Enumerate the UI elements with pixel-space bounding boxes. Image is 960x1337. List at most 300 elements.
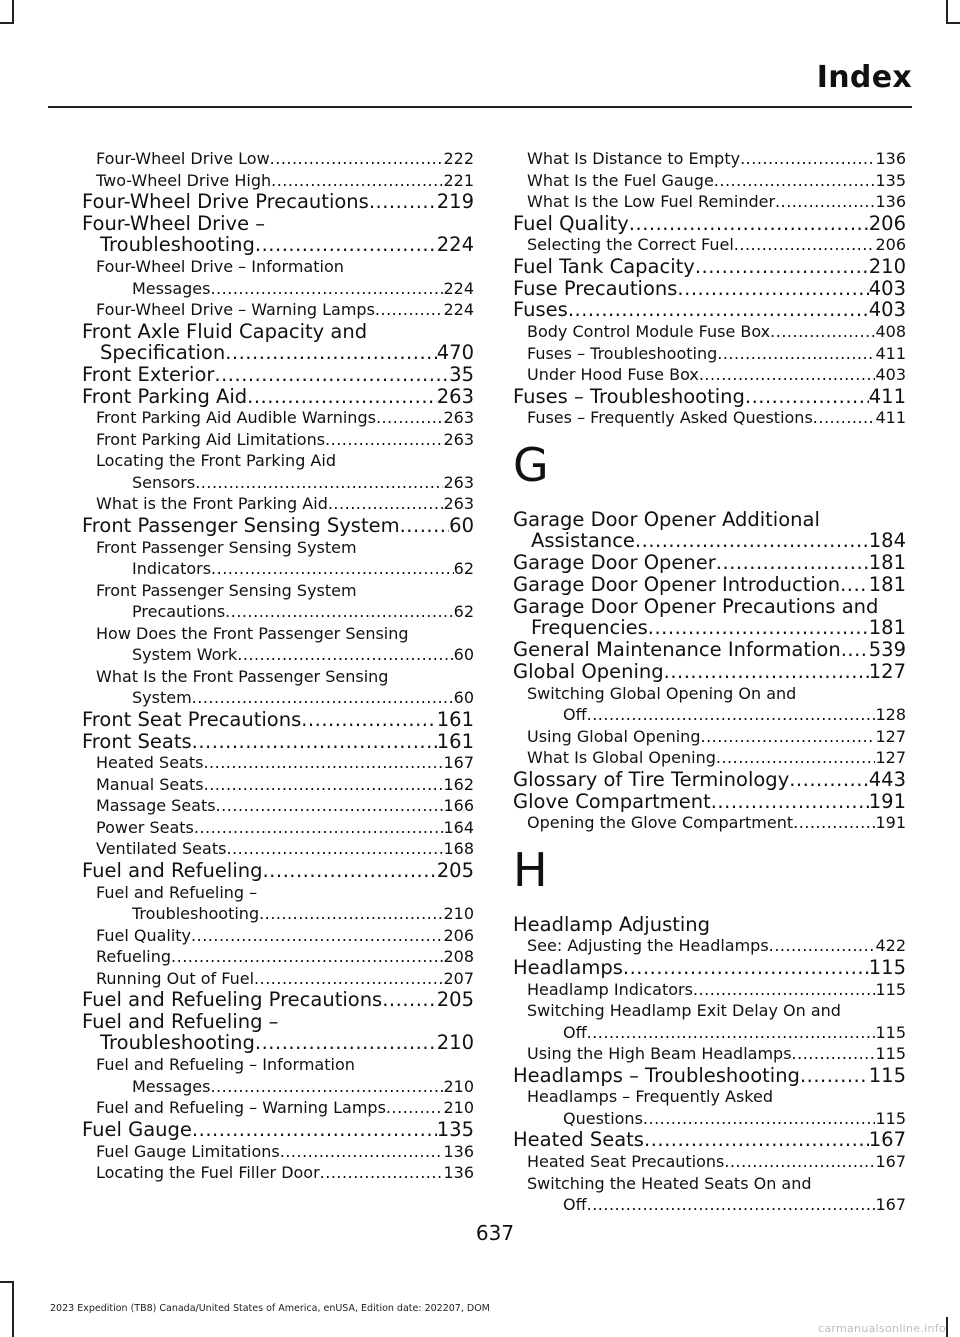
- entry-title: Fuel and Refueling – Warning Lamps: [96, 1098, 386, 1118]
- index-subentry: [513, 1173, 906, 1216]
- entry-title: See: Adjusting the Headlamps: [527, 936, 769, 956]
- entry-line: [82, 342, 474, 364]
- index-entry: [82, 860, 474, 882]
- crop-mark: [946, 0, 948, 22]
- dot-leader: [587, 1022, 876, 1044]
- entry-title-lead: Switching Global Opening On and: [527, 683, 797, 703]
- entry-title: Front Passenger Sensing System: [82, 513, 400, 537]
- index-entry: [513, 213, 906, 235]
- index-entry: [82, 213, 474, 256]
- entry-line: [82, 515, 474, 537]
- entry-title: Using Global Opening: [527, 726, 701, 746]
- entry-line: [513, 1065, 906, 1087]
- entry-line: [527, 321, 906, 343]
- entry-line: [96, 170, 474, 192]
- entry-title: Fuse Precautions: [513, 276, 678, 300]
- entry-line: [513, 769, 906, 791]
- entry-title: Ventilated Seats: [96, 839, 227, 859]
- entry-title: Sensors: [132, 472, 196, 492]
- index-entry: [513, 914, 906, 936]
- dot-leader: [194, 817, 444, 839]
- page-ref: 181: [868, 573, 906, 597]
- entry-title-lead: Switching Headlamp Exit Delay On and: [527, 1001, 841, 1021]
- page-number: 637: [475, 1221, 515, 1245]
- entry-line: [527, 747, 906, 769]
- page-ref: 263: [443, 429, 474, 449]
- entry-line: [96, 925, 474, 947]
- dot-leader: [587, 704, 876, 726]
- entry-line: [96, 968, 474, 990]
- dot-leader: [716, 552, 869, 574]
- page-ref: 210: [443, 1076, 474, 1096]
- index-entry: [82, 1011, 474, 1054]
- dot-leader: [247, 386, 437, 408]
- page-ref: 167: [875, 1152, 906, 1172]
- crop-mark: [0, 22, 14, 24]
- index-subentry: [82, 537, 474, 580]
- entry-title: Glossary of Tire Terminology: [513, 767, 790, 791]
- index-subentry: [82, 407, 474, 429]
- index-entry: [513, 1065, 906, 1087]
- entry-line: [96, 558, 474, 580]
- dot-leader: [648, 617, 869, 639]
- index-subentry: [82, 493, 474, 515]
- index-entry: [513, 769, 906, 791]
- index-subentry: [82, 795, 474, 817]
- entry-line: [513, 639, 906, 661]
- index-subentry: [513, 234, 906, 256]
- entry-line: [527, 1194, 906, 1216]
- entry-title-lead: Four-Wheel Drive – Information: [96, 257, 344, 277]
- entry-line: [527, 234, 906, 256]
- index-entry: [513, 256, 906, 278]
- page-ref: 263: [443, 494, 474, 514]
- index-subentry: [513, 747, 906, 769]
- dot-leader: [225, 342, 437, 364]
- entry-title: Front Seats: [82, 729, 192, 753]
- entry-title: Specification: [100, 341, 226, 365]
- dot-leader: [255, 234, 437, 256]
- index-subentry: [82, 580, 474, 623]
- page-ref: 167: [443, 753, 474, 773]
- entry-line: [513, 617, 906, 639]
- index-subentry: [82, 450, 474, 493]
- page-ref: 263: [436, 384, 474, 408]
- page-ref: 263: [443, 472, 474, 492]
- entry-title-lead: Four-Wheel Drive –: [82, 211, 266, 235]
- entry-title: Front Seat Precautions: [82, 707, 302, 731]
- entry-line: [82, 709, 474, 731]
- dot-leader: [375, 299, 444, 321]
- entry-title: Fuel and Refueling: [82, 858, 263, 882]
- entry-title-lead: Front Passenger Sensing System: [96, 580, 357, 600]
- entry-title: Fuses – Troubleshooting: [513, 384, 745, 408]
- entry-title: Headlamps – Troubleshooting: [513, 1063, 800, 1087]
- entry-title: System: [132, 688, 192, 708]
- entry-title-lead: Garage Door Opener Additional: [513, 507, 820, 531]
- page-ref: 210: [436, 1031, 474, 1055]
- entry-title: Off: [563, 1022, 587, 1042]
- entry-line: [96, 838, 474, 860]
- dot-leader: [629, 213, 869, 235]
- entry-title: Questions: [563, 1108, 643, 1128]
- entry-line: [513, 386, 906, 408]
- entry-line: [513, 278, 906, 300]
- dot-leader: [254, 968, 443, 990]
- dot-leader: [734, 234, 876, 256]
- entry-title: Manual Seats: [96, 774, 204, 794]
- entry-title: Refueling: [96, 947, 172, 967]
- entry-title: Frequencies: [531, 616, 648, 640]
- index-column-left: [82, 148, 474, 1184]
- dot-leader: [192, 687, 454, 709]
- entry-line: [96, 687, 474, 709]
- entry-line: [96, 148, 474, 170]
- section-letter: G: [513, 437, 549, 492]
- entry-line: [513, 530, 906, 552]
- index-subentry: [82, 817, 474, 839]
- index-subentry: [513, 321, 906, 343]
- page-ref: 210: [443, 1098, 474, 1118]
- index-subentry: [82, 882, 474, 925]
- page-ref: 443: [868, 767, 906, 791]
- entry-title-lead: Garage Door Opener Precautions and: [513, 594, 879, 618]
- page-ref: 224: [443, 278, 474, 298]
- dot-leader: [320, 1162, 444, 1184]
- entry-title-lead: Headlamps – Frequently Asked: [527, 1087, 773, 1107]
- dot-leader: [693, 979, 876, 1001]
- dot-leader: [271, 170, 443, 192]
- entry-line: [96, 1162, 474, 1184]
- index-subentry: [513, 148, 906, 170]
- entry-line: [513, 661, 906, 683]
- page-title: Index: [816, 60, 912, 95]
- entry-line: [96, 903, 474, 925]
- page-ref: 136: [443, 1163, 474, 1183]
- entry-title: Fuel Quality: [96, 925, 192, 945]
- entry-line: [513, 256, 906, 278]
- page-ref: 403: [868, 298, 906, 322]
- crop-mark: [946, 22, 960, 24]
- page-ref: 221: [443, 170, 474, 190]
- entry-line: [96, 1141, 474, 1163]
- dot-leader: [376, 407, 444, 429]
- page-ref: 403: [868, 276, 906, 300]
- dot-leader: [301, 709, 437, 731]
- page-ref: 166: [443, 796, 474, 816]
- entry-title-lead: Fuel and Refueling –: [96, 882, 258, 902]
- entry-line: [96, 493, 474, 515]
- index-subentry: [82, 925, 474, 947]
- dot-leader: [369, 191, 437, 213]
- dot-leader: [664, 661, 869, 683]
- index-subentry: [513, 812, 906, 834]
- entry-line: [527, 935, 906, 957]
- page-ref: 224: [443, 300, 474, 320]
- index-subentry: [82, 666, 474, 709]
- dot-leader: [255, 1032, 437, 1054]
- page-ref: 206: [875, 235, 906, 255]
- entry-line: [96, 795, 474, 817]
- entry-title: Front Parking Aid Limitations: [96, 429, 326, 449]
- page-ref: 184: [868, 529, 906, 553]
- page-ref: 222: [443, 149, 474, 168]
- entry-title: General Maintenance Information: [513, 638, 841, 662]
- entry-title-lead: Fuel and Refueling –: [82, 1009, 279, 1033]
- entry-line: [96, 278, 474, 300]
- entry-title: Fuel Tank Capacity: [513, 254, 695, 278]
- dot-leader: [711, 791, 869, 813]
- entry-line: [513, 1129, 906, 1151]
- entry-line: [527, 407, 906, 429]
- entry-title: System Work: [132, 645, 238, 665]
- page-ref: 411: [868, 384, 906, 408]
- page-ref: 539: [868, 638, 906, 662]
- page-ref: 181: [868, 616, 906, 640]
- dot-leader: [623, 957, 869, 979]
- dot-leader: [204, 774, 444, 796]
- dot-leader: [195, 472, 443, 494]
- dot-leader: [800, 1065, 869, 1087]
- entry-line: [82, 191, 474, 213]
- page-ref: 206: [868, 211, 906, 235]
- page-ref: 135: [875, 170, 906, 190]
- entry-title: What Is the Low Fuel Reminder: [527, 192, 776, 211]
- page-ref: 60: [453, 645, 474, 665]
- dot-leader: [210, 278, 443, 300]
- index-entry: [513, 386, 906, 408]
- crop-mark: [12, 0, 14, 22]
- dot-leader: [237, 644, 453, 666]
- index-entry: [513, 791, 906, 813]
- page-ref: 128: [875, 705, 906, 725]
- entry-title-lead: Front Passenger Sensing System: [96, 537, 357, 557]
- entry-line: [513, 213, 906, 235]
- index-entry: [513, 509, 906, 552]
- dot-leader: [840, 574, 869, 596]
- page-ref: 127: [868, 659, 906, 683]
- page-ref: 136: [875, 149, 906, 168]
- index-entry: [82, 386, 474, 408]
- page-ref: 60: [449, 513, 474, 537]
- dot-leader: [191, 925, 443, 947]
- index-subentry: [513, 726, 906, 748]
- index-subentry: [82, 968, 474, 990]
- index-subentry: [82, 838, 474, 860]
- entry-line: [527, 1043, 906, 1065]
- entry-title: Under Hood Fuse Box: [527, 365, 699, 385]
- index-subentry: [82, 1141, 474, 1163]
- index-column-right: [513, 148, 906, 1216]
- entry-title: Four-Wheel Drive Precautions: [82, 190, 369, 213]
- entry-title: Heated Seats: [513, 1128, 644, 1152]
- page-ref: 470: [436, 341, 474, 365]
- page-ref: 422: [875, 936, 906, 956]
- index-subentry: [513, 1000, 906, 1043]
- entry-line: [96, 601, 474, 623]
- dot-leader: [700, 726, 875, 748]
- index-subentry: [513, 683, 906, 726]
- page-ref: 115: [875, 1044, 906, 1064]
- entry-line: [96, 299, 474, 321]
- entry-title-lead: Locating the Front Parking Aid: [96, 451, 336, 471]
- dot-leader: [717, 343, 875, 365]
- index-subentry: [513, 170, 906, 192]
- entry-line: [82, 386, 474, 408]
- watermark: carmanualsonline.info: [817, 1322, 946, 1335]
- entry-line: [527, 704, 906, 726]
- page-ref: 208: [443, 947, 474, 967]
- index-entry: [513, 299, 906, 321]
- entry-title: Fuel Gauge: [82, 1117, 192, 1141]
- page-ref: 219: [436, 190, 474, 213]
- index-entry: [513, 1129, 906, 1151]
- entry-title: Headlamp Indicators: [527, 979, 693, 999]
- entry-line: [82, 989, 474, 1011]
- entry-line: [527, 191, 906, 213]
- dot-leader: [740, 148, 875, 170]
- entry-line: [527, 812, 906, 834]
- index-entry: [513, 552, 906, 574]
- index-subentry: [82, 429, 474, 451]
- dot-leader: [192, 731, 437, 753]
- dot-leader: [643, 1108, 876, 1130]
- entry-title: Off: [563, 705, 587, 725]
- dot-leader: [210, 1076, 443, 1098]
- page-ref: 60: [453, 688, 474, 708]
- dot-leader: [262, 860, 436, 882]
- page-ref: 263: [443, 408, 474, 428]
- footer-edition-text: 2023 Expedition (TB8) Canada/United States of America, enUSA, Edition date: 202207, DOM: [50, 1303, 490, 1314]
- entry-line: [82, 860, 474, 882]
- page-ref: 210: [868, 254, 906, 278]
- entry-line: [513, 574, 906, 596]
- entry-title: Fuses: [513, 298, 568, 322]
- entry-line: [527, 148, 906, 170]
- index-subentry: [82, 1097, 474, 1119]
- page-ref: 224: [436, 233, 474, 257]
- entry-title: Messages: [132, 278, 211, 298]
- entry-title: Massage Seats: [96, 796, 216, 816]
- page-ref: 167: [868, 1128, 906, 1152]
- dot-leader: [171, 946, 443, 968]
- entry-line: [82, 234, 474, 256]
- entry-title: Fuses – Troubleshooting: [527, 343, 718, 363]
- page-ref: 35: [449, 362, 474, 386]
- entry-title: Garage Door Opener: [513, 551, 716, 575]
- index-subentry: [82, 1054, 474, 1097]
- page-ref: 62: [453, 559, 474, 579]
- entry-title: Indicators: [132, 559, 212, 579]
- entry-line: [527, 1022, 906, 1044]
- entry-line: [96, 1097, 474, 1119]
- dot-leader: [770, 321, 875, 343]
- entry-title: Running Out of Fuel: [96, 968, 255, 988]
- entry-title: Global Opening: [513, 659, 664, 683]
- dot-leader: [841, 639, 869, 661]
- page-ref: 136: [443, 1141, 474, 1161]
- dot-leader: [382, 989, 437, 1011]
- entry-line: [527, 979, 906, 1001]
- dot-leader: [714, 170, 876, 192]
- entry-line: [513, 791, 906, 813]
- index-entry: [513, 639, 906, 661]
- entry-line: [82, 1032, 474, 1054]
- page-ref: 127: [875, 726, 906, 746]
- page-ref: 167: [875, 1195, 906, 1215]
- entry-title: Four-Wheel Drive – Warning Lamps: [96, 300, 375, 320]
- page-ref: 161: [436, 729, 474, 753]
- entry-title: Messages: [132, 1076, 211, 1096]
- page-ref: 206: [443, 925, 474, 945]
- page-ref: 210: [443, 904, 474, 924]
- entry-title: Fuel Gauge Limitations: [96, 1141, 280, 1161]
- dot-leader: [270, 148, 444, 170]
- dot-leader: [400, 515, 450, 537]
- entry-line: [96, 407, 474, 429]
- entry-line: [82, 364, 474, 386]
- index-entry: [82, 364, 474, 386]
- entry-line: [96, 1076, 474, 1098]
- page-ref: 411: [875, 408, 906, 428]
- entry-line: [96, 472, 474, 494]
- page-ref: 115: [868, 1063, 906, 1087]
- dot-leader: [789, 769, 869, 791]
- page-ref: 403: [875, 365, 906, 385]
- entry-title: Assistance: [531, 529, 635, 553]
- dot-leader: [216, 795, 444, 817]
- entry-title: Precautions: [132, 602, 226, 622]
- entry-title-lead: Switching the Heated Seats On and: [527, 1173, 812, 1193]
- page-ref: 205: [436, 858, 474, 882]
- dot-leader: [214, 364, 449, 386]
- page-ref: 161: [436, 707, 474, 731]
- index-entry: [82, 321, 474, 364]
- entry-title: Power Seats: [96, 817, 194, 837]
- dot-leader: [211, 558, 454, 580]
- page-ref: 127: [875, 748, 906, 768]
- index-subentry: [82, 148, 474, 170]
- dot-leader: [793, 812, 875, 834]
- index-subentry: [82, 170, 474, 192]
- dot-leader: [813, 407, 876, 429]
- section-letter: H: [513, 842, 548, 897]
- entry-line: [96, 817, 474, 839]
- index-subentry: [513, 407, 906, 429]
- dot-leader: [280, 1141, 444, 1163]
- dot-leader: [386, 1097, 444, 1119]
- index-subentry: [513, 1151, 906, 1173]
- entry-title: What Is Global Opening: [527, 748, 716, 768]
- entry-line: [527, 1151, 906, 1173]
- dot-leader: [644, 1129, 869, 1151]
- entry-title: Headlamp Adjusting: [513, 912, 711, 936]
- dot-leader: [695, 256, 869, 278]
- page-ref: 168: [443, 839, 474, 859]
- entry-title: What Is Distance to Empty: [527, 149, 741, 168]
- page-ref: 408: [875, 322, 906, 342]
- entry-title: Troubleshooting: [100, 233, 255, 257]
- crop-mark: [0, 1281, 14, 1283]
- entry-line: [513, 552, 906, 574]
- entry-title-lead: Fuel and Refueling – Information: [96, 1055, 355, 1075]
- dot-leader: [325, 429, 443, 451]
- dot-leader: [635, 530, 869, 552]
- dot-leader: [775, 191, 875, 213]
- index-entry: [513, 661, 906, 683]
- dot-leader: [226, 838, 443, 860]
- index-subentry: [82, 946, 474, 968]
